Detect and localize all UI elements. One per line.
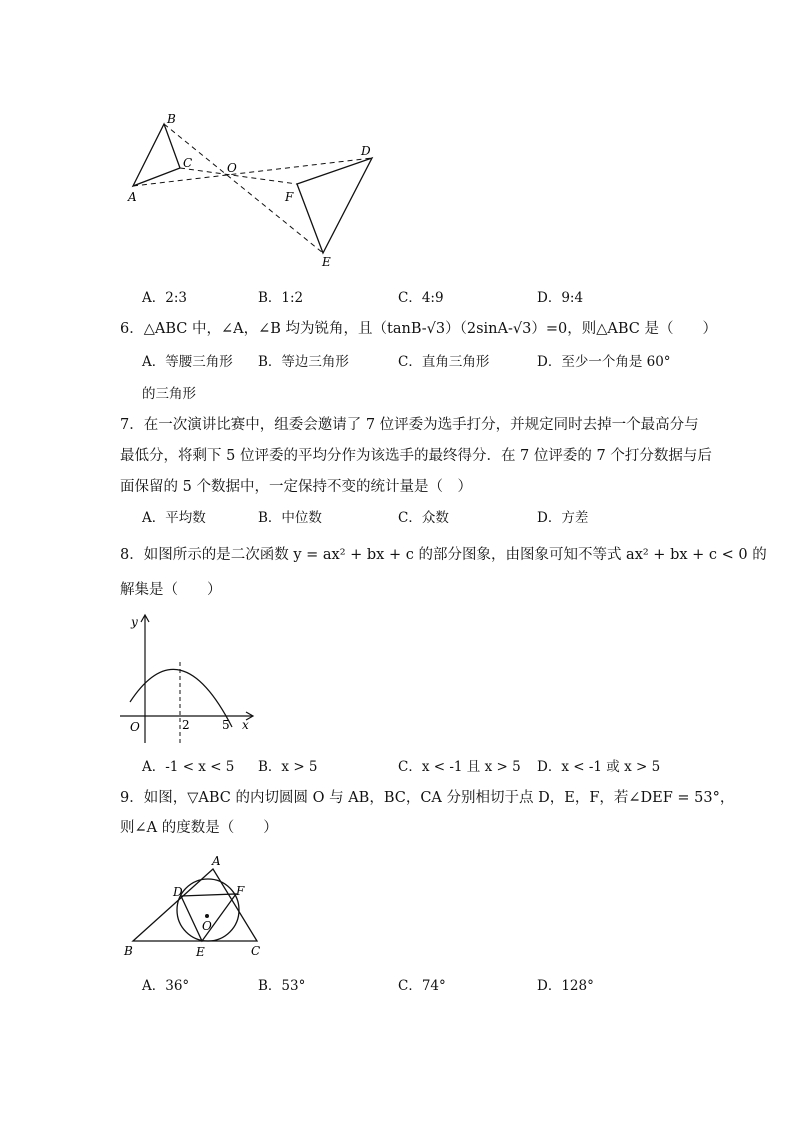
center-point [205, 914, 209, 918]
q9-option-a[interactable]: A．36° [142, 978, 190, 994]
label-b: B [167, 112, 176, 126]
label-b: B [124, 944, 133, 958]
dashed-line-cf [180, 168, 297, 184]
q6-option-d-cont: 的三角形 [142, 386, 196, 402]
q9-option-c[interactable]: C．74° [398, 978, 446, 994]
q5-option-a[interactable]: A．2:3 [142, 290, 187, 306]
label-o: O [227, 161, 237, 175]
tick-5-label: 5 [222, 718, 230, 732]
y-label: y [131, 615, 138, 629]
label-d: D [173, 885, 183, 899]
label-a: A [212, 854, 221, 868]
q7-option-a[interactable]: A．平均数 [142, 510, 206, 526]
q6-option-c[interactable]: C．直角三角形 [398, 354, 490, 370]
origin-label: O [130, 720, 140, 734]
q9-option-d[interactable]: D．128° [537, 978, 594, 994]
label-c: C [183, 156, 193, 170]
q8-option-d[interactable]: D．x < -1 或 x > 5 [537, 759, 661, 775]
q8-option-b[interactable]: B．x > 5 [258, 759, 318, 775]
q7-option-d[interactable]: D．方差 [537, 510, 589, 526]
q7-line3: 面保留的 5 个数据中，一定保持不变的统计量是（ ） [120, 479, 472, 495]
label-c: C [251, 944, 261, 958]
q8-option-c[interactable]: C．x < -1 且 x > 5 [398, 759, 521, 775]
label-o: O [202, 919, 212, 933]
q5-figure [0, 0, 794, 300]
q7-line2: 最低分，将剩下 5 位评委的平均分作为该选手的最终得分．在 7 位评委的 7 个打分数据与后 [120, 448, 712, 464]
label-e: E [322, 255, 331, 269]
q6-option-b[interactable]: B．等边三角形 [258, 354, 349, 370]
q6-option-d[interactable]: D．至少一个角是 60° [537, 354, 671, 370]
x-label: x [242, 718, 249, 732]
q8-option-a[interactable]: A．-1 < x < 5 [142, 759, 235, 775]
label-f: F [236, 884, 245, 898]
q8-line2: 解集是（ ） [120, 582, 222, 598]
q7-option-b[interactable]: B．中位数 [258, 510, 322, 526]
triangle-abc [133, 124, 180, 186]
q7-option-c[interactable]: C．众数 [398, 510, 449, 526]
q5-option-b[interactable]: B．1:2 [258, 290, 304, 306]
q9-option-b[interactable]: B．53° [258, 978, 306, 994]
q8-graph [0, 610, 794, 740]
label-d: D [361, 144, 371, 158]
triangle-def [297, 158, 372, 253]
label-a: A [128, 190, 137, 204]
q5-option-c[interactable]: C．4:9 [398, 290, 444, 306]
label-f: F [285, 190, 294, 204]
q6-option-a[interactable]: A．等腰三角形 [142, 354, 233, 370]
q5-option-d[interactable]: D．9:4 [537, 290, 584, 306]
q9-figure [0, 845, 794, 975]
q6-stem: 6．△ABC 中，∠A，∠B 均为锐角，且（tanB-√3）（2sinA-√3）=0，则△ABC 是（ ） [120, 321, 717, 337]
q7-line1: 7．在一次演讲比赛中，组委会邀请了 7 位评委为选手打分，并规定同时去掉一个最高分与 [120, 417, 699, 433]
tick-2-label: 2 [182, 718, 190, 732]
label-e: E [196, 945, 205, 959]
q8-line1: 8．如图所示的是二次函数 y = ax² + bx + c 的部分图象，由图象可知不等式 ax² + bx + c < 0 的 [120, 547, 767, 563]
q9-line2: 则∠A 的度数是（ ） [120, 820, 278, 836]
q9-line1: 9．如图，▽ABC 的内切圆圆 O 与 AB，BC，CA 分别相切于点 D，E，F，若∠DEF = 53°， [120, 790, 735, 806]
